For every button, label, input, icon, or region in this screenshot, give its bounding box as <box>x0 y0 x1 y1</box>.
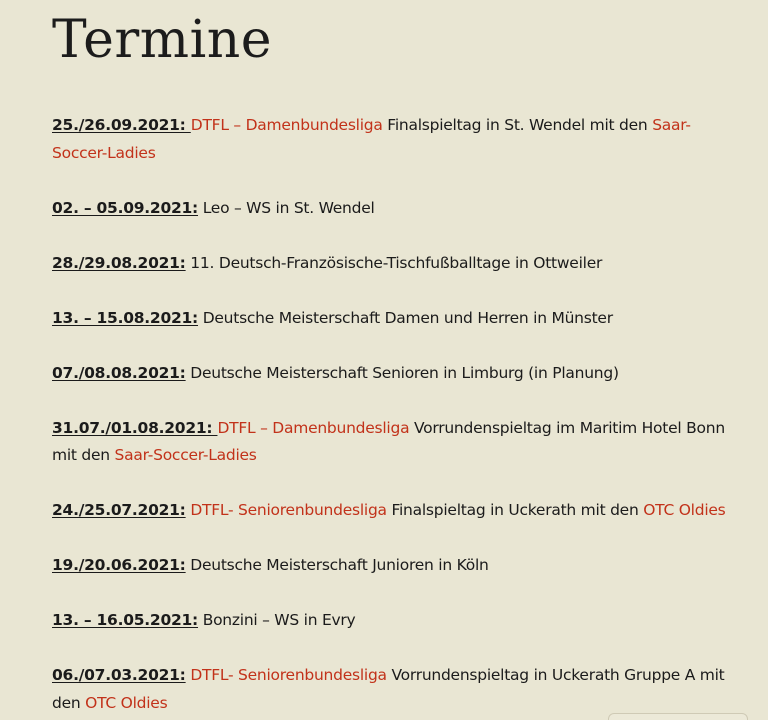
event-date: 28./29.08.2021: <box>52 253 186 272</box>
event-description: Vorrundenspieltag in Uckerath Gruppe A mit den <box>52 666 725 712</box>
event-item <box>52 497 732 525</box>
event-date: 13. – 16.05.2021: <box>52 611 199 629</box>
event-link[interactable]: DTFL – Damenbundesliga <box>217 418 410 437</box>
event-date: 25./26.09.2021: <box>52 116 191 134</box>
event-description: Deutsche Meisterschaft Senioren in Limburg (in Planung) <box>185 363 619 382</box>
event-item <box>52 195 732 223</box>
event-item <box>52 552 732 580</box>
event-item <box>52 415 732 470</box>
event-item <box>52 360 732 388</box>
event-date: 07./08.08.2021: <box>52 363 186 382</box>
event-link[interactable]: Saar-Soccer-Ladies <box>52 116 691 162</box>
event-item <box>52 250 732 278</box>
event-date: 24./25.07.2021: <box>52 501 186 519</box>
event-description: Bonzini – WS in Evry <box>198 611 356 629</box>
event-date: 31.07./01.08.2021: <box>52 418 218 437</box>
event-description: Finalspieltag in St. Wendel mit den <box>382 116 653 134</box>
event-date: 06./07.03.2021: <box>52 666 186 684</box>
event-description: Leo – WS in St. Wendel <box>198 198 375 217</box>
event-description: Vorrundenspieltag im Maritim Hotel Bonn mit den <box>52 418 725 464</box>
event-item <box>52 305 732 333</box>
event-date: 02. – 05.09.2021: <box>52 198 199 217</box>
floating-widget[interactable] <box>608 713 748 720</box>
event-link[interactable]: DTFL- Seniorenbundesliga <box>190 666 387 684</box>
event-link[interactable]: DTFL- Seniorenbundesliga <box>190 501 387 519</box>
event-description: Deutsche Meisterschaft Damen und Herren in Münster <box>198 308 613 327</box>
event-link[interactable]: OTC Oldies <box>643 501 726 519</box>
event-item <box>52 607 732 635</box>
event-item <box>52 662 732 717</box>
event-link[interactable]: DTFL – Damenbundesliga <box>190 116 383 134</box>
event-link[interactable]: Saar-Soccer-Ladies <box>114 446 257 464</box>
page-title: Termine <box>52 10 272 70</box>
event-description: Deutsche Meisterschaft Junioren in Köln <box>185 556 489 574</box>
event-link[interactable]: OTC Oldies <box>85 693 168 712</box>
event-date: 19./20.06.2021: <box>52 556 186 574</box>
event-list <box>52 112 732 720</box>
event-date: 13. – 15.08.2021: <box>52 308 199 327</box>
event-item <box>52 112 732 167</box>
event-description: Finalspieltag in Uckerath mit den <box>386 501 644 519</box>
event-description: 11. Deutsch-Französische-Tischfußballtage in Ottweiler <box>185 253 603 272</box>
